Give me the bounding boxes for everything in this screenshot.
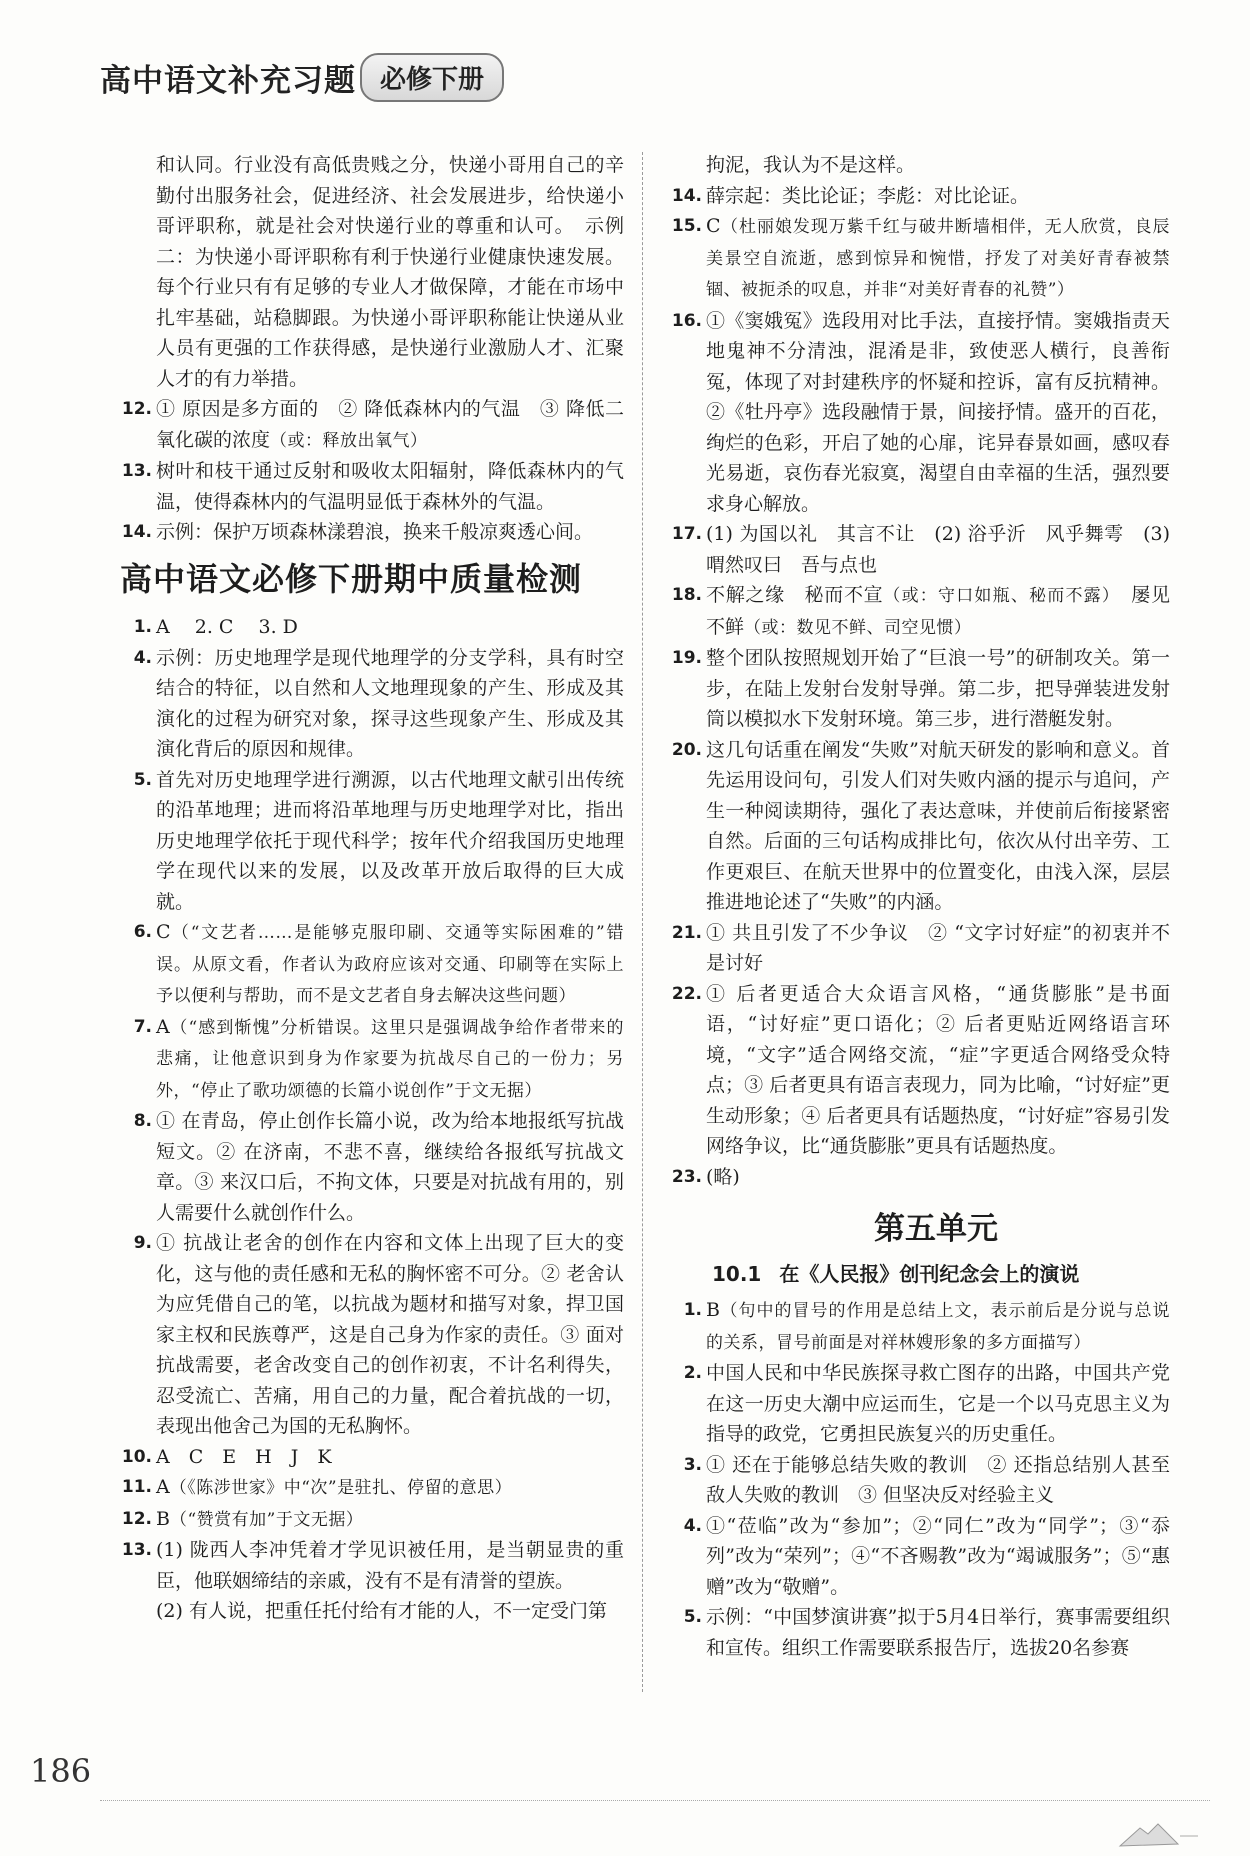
item-answer: 示例：历史地理学是现代地理学的分支学科，具有时空结合的特征，以自然和人文地理现象的产生、形成及其演化的过程为研究对象，探寻这些现象产生、形成及其演化背后的原因和规律。 bbox=[156, 646, 624, 760]
answer-tail: (2) 有人说，把重任托付给有才能的人，不一定受门第 bbox=[156, 1600, 607, 1622]
item-text bbox=[156, 1535, 624, 1596]
answer-item bbox=[112, 1228, 624, 1442]
answer-item bbox=[662, 1295, 1170, 1358]
item-answer: A 2. C 3. D bbox=[156, 616, 298, 638]
item-text bbox=[706, 1602, 1170, 1663]
answer-item bbox=[662, 1511, 1170, 1603]
item-answer: (1) 为国以礼 其言不让 (2) 浴乎沂 风乎舞雩 (3) 喟然叹曰 吾与点也 bbox=[706, 523, 1170, 576]
lesson-number: 10.1 bbox=[712, 1261, 762, 1286]
item-text bbox=[706, 918, 1170, 979]
answer-item bbox=[112, 456, 624, 517]
item-answer: ①“莅临”改为“参加”；②“同仁”改为“同学”；③“忝列”改为“荣列”；④“不吝赐教”改为“竭诚服务”；⑤“惠赠”改为“敬赠”。 bbox=[706, 1514, 1170, 1598]
item-number: 5. bbox=[133, 769, 152, 790]
item-answer: (略) bbox=[706, 1165, 740, 1188]
item-number: 17. bbox=[671, 524, 702, 544]
item-number: 20. bbox=[671, 739, 702, 760]
item-number: 14. bbox=[671, 185, 702, 206]
item-text bbox=[706, 979, 1170, 1162]
answer-continuation: 拘泥，我认为不是这样。 bbox=[706, 154, 916, 176]
item-number: 13. bbox=[121, 1540, 152, 1560]
item-text bbox=[156, 1472, 624, 1504]
page-number: 186 bbox=[30, 1752, 92, 1790]
item-note: （杜丽娘发现万紫千红与破井断墙相伴，无人欣赏，良辰美景空自流逝，感到惊异和惋惜，抒发了对美好青春被禁锢、被扼杀的叹息，并非“对美好青春的礼赞”） bbox=[706, 217, 1170, 300]
item-answer: 中国人民和中华民族探寻救亡图存的出路，中国共产党在这一历史大潮中应运而生，它是一个以马克思主义为指导的政党，它勇担民族复兴的历史重任。 bbox=[706, 1362, 1170, 1445]
item-number: 1. bbox=[133, 617, 152, 637]
item-answer: ① 还在于能够总结失败的教训 ② 还指总结别人甚至敌人失败的教训 ③ 但坚决反对经验主义 bbox=[706, 1453, 1170, 1506]
item-text bbox=[706, 181, 1170, 212]
item-number: 7. bbox=[133, 1016, 152, 1037]
section-title: 高中语文必修下册期中质量检测 bbox=[120, 559, 583, 598]
item-answer: 屡见不鲜 bbox=[706, 584, 1170, 638]
item-text bbox=[156, 1228, 624, 1442]
item-note: （或：守口如瓶、秘而不露） bbox=[883, 586, 1112, 606]
item-answer: 树叶和枝干通过反射和吸收太阳辐射，降低森林内的气温，使得森林内的气温明显低于森林外的气温。 bbox=[156, 460, 624, 513]
item-text bbox=[156, 517, 624, 548]
item-text bbox=[706, 1295, 1170, 1358]
item-answer: 这几句话重在阐发“失败”对航天研发的影响和意义。首先运用设问句，引发人们对失败内涵的提示与追问，产生一种阅读期待，强化了表达意味，并使前后衔接紧密自然。后面的三句话构成排比句，依次从付出辛劳、工作更艰巨、在航天世界中的位置变化，由浅入深，层层推进地论述了“失败”的内涵。 bbox=[706, 738, 1170, 913]
left-column bbox=[112, 150, 624, 1627]
item-answer: ① 原因是多方面的 ② 降低森林内的气温 ③ 降低二氧化碳的浓度 bbox=[156, 398, 624, 451]
item-note: （或：数见不鲜、司空见惯） bbox=[744, 617, 972, 638]
answer-item bbox=[662, 1450, 1170, 1511]
item-number: 4. bbox=[133, 647, 152, 668]
item-text bbox=[706, 643, 1170, 735]
column-divider bbox=[642, 152, 643, 1692]
item-number: 11. bbox=[121, 1477, 152, 1497]
answer-item bbox=[662, 1602, 1170, 1663]
item-answer: 不解之缘 秘而不宣 bbox=[706, 584, 884, 606]
answer-item bbox=[662, 1358, 1170, 1450]
volume-badge: 必修下册 bbox=[360, 53, 504, 102]
item-answer: A bbox=[156, 1015, 170, 1038]
book-title: 高中语文补充习题 bbox=[100, 62, 356, 99]
answer-item bbox=[662, 519, 1170, 580]
item-text bbox=[156, 1442, 624, 1473]
item-text bbox=[706, 735, 1170, 918]
answer-item bbox=[112, 394, 624, 456]
item-number: 21. bbox=[671, 922, 702, 943]
item-number: 13. bbox=[121, 461, 152, 481]
answer-item bbox=[112, 1472, 624, 1504]
item-answer: ① 后者更适合大众语言风格，“通货膨胀”是书面语，“讨好症”更口语化；② 后者更贴近网络语言环境，“文字”适合网络交流，“症”字更适合网络受众特点；③ 后者更具有语言表现力，同为比喻，“讨好症”更生动形象；④ 后者更具有话题热度，“讨好症”容易引发网络争议，比“通货膨胀”更具有话题热度。 bbox=[706, 982, 1170, 1157]
item-text bbox=[156, 612, 624, 643]
item-answer: A C E H J K bbox=[156, 1445, 332, 1468]
answer-item bbox=[662, 181, 1170, 212]
item-answer: B bbox=[706, 1299, 720, 1321]
item-note: （句中的冒号的作用是总结上文，表示前后是分说与总说的关系，冒号前面是对祥林嫂形象的多方面描写） bbox=[706, 1301, 1170, 1353]
item-answer: 示例：保护万顷森林漾碧浪，换来千般凉爽透心间。 bbox=[156, 521, 594, 543]
item-text bbox=[706, 306, 1170, 520]
item-note: （或：释放出氧气） bbox=[270, 430, 428, 451]
answer-item bbox=[662, 211, 1170, 306]
answer-item bbox=[112, 1442, 624, 1473]
item-answer: 薛宗起：类比论证；李彪：对比论证。 bbox=[706, 184, 1030, 207]
item-number: 5. bbox=[683, 1607, 702, 1627]
item-number: 18. bbox=[671, 585, 702, 605]
item-note: （“赞赏有加”于文无据） bbox=[169, 1509, 364, 1530]
answer-item bbox=[662, 918, 1170, 979]
item-text bbox=[156, 917, 624, 1012]
item-number: 4. bbox=[683, 1515, 702, 1536]
item-number: 12. bbox=[121, 1508, 152, 1529]
item-text bbox=[156, 1504, 624, 1536]
item-answer: A bbox=[156, 1476, 170, 1498]
item-text bbox=[156, 394, 624, 456]
item-text bbox=[706, 1162, 1170, 1193]
item-number: 9. bbox=[133, 1233, 152, 1253]
item-answer: (1) 陇西人李冲凭着才学见识被任用，是当朝显贵的重臣，他联姻缔结的亲戚，没有不是有清誉的望族。 bbox=[156, 1539, 624, 1592]
item-number: 2. bbox=[683, 1363, 702, 1383]
item-number: 12. bbox=[121, 399, 152, 419]
answer-item bbox=[112, 517, 624, 548]
answer-item bbox=[662, 979, 1170, 1162]
answer-item bbox=[662, 306, 1170, 520]
item-answer: 首先对历史地理学进行溯源，以古代地理文献引出传统的沿革地理；进而将沿革地理与历史地理学对比，指出历史地理学依托于现代科学；按年代介绍我国历史地理学在现代以来的发展，以及改革开放后取得的巨大成就。 bbox=[156, 768, 624, 913]
item-number: 16. bbox=[671, 310, 702, 331]
answer-item bbox=[112, 1504, 624, 1536]
answer-list-b bbox=[662, 1295, 1170, 1663]
item-number: 6. bbox=[133, 922, 152, 942]
item-number: 22. bbox=[671, 983, 702, 1004]
answer-item bbox=[662, 580, 1170, 643]
item-answer: ①《窦娥冤》选段用对比手法，直接抒情。窦娥指责天地鬼神不分清浊，混淆是非，致使恶人横行，良善衔冤，体现了对封建秩序的怀疑和控诉，富有反抗精神。②《牡丹亭》选段融情于景，间接抒情。盛开的百花，绚烂的色彩，开启了她的心扉，诧异春景如画，感叹春光易逝，哀伤春光寂寞，渴望自由幸福的生活，强烈要求身心解放。 bbox=[706, 309, 1170, 515]
item-answer: ① 在青岛，停止创作长篇小说，改为给本地报纸写抗战短文。② 在济南，不悲不喜，继续给各报纸写抗战文章。③ 来汉口后，不拘文体，只要是对抗战有用的，别人需要什么就创作什么。 bbox=[156, 1110, 624, 1224]
answer-list-a bbox=[662, 181, 1170, 1193]
item-text bbox=[156, 765, 624, 918]
item-answer: ① 抗战让老舍的创作在内容和文体上出现了巨大的变化，这与他的责任感和无私的胸怀密不可分。② 老舍认为应凭借自己的笔，以抗战为题材和描写对象，捍卫国家主权和民族尊严，这是自己身为作家的责任。③ 面对抗战需要，老舍改变自己的创作初衷，不计名利得失，忍受流亡、苦痛，用自己的力量，配合着抗战的一切，表现出他舍己为国的无私胸怀。 bbox=[156, 1232, 624, 1437]
item-answer: 示例：“中国梦演讲赛”拟于5月4日举行，赛事需要组织和宣传。组织工作需要联系报告厅，选拔20名参赛 bbox=[706, 1606, 1170, 1659]
item-number: 1. bbox=[683, 1300, 702, 1320]
answer-item bbox=[112, 1106, 624, 1228]
answer-item bbox=[112, 612, 624, 643]
item-text bbox=[706, 1450, 1170, 1511]
item-answer: 整个团队按照规划开始了“巨浪一号”的研制攻关。第一步，在陆上发射台发射导弹。第二步，把导弹装进发射筒以模拟水下发射环境。第三步，进行潜艇发射。 bbox=[706, 647, 1170, 730]
item-note: （“感到惭愧”分析错误。这里只是强调战争给作者带来的悲痛，让他意识到身为作家要为抗战尽自己的一份力；另外，“停止了歌功颂德的长篇小说创作”于文无据） bbox=[156, 1017, 624, 1101]
item-number: 3. bbox=[683, 1454, 702, 1475]
item-number: 19. bbox=[671, 648, 702, 668]
item-text bbox=[706, 1511, 1170, 1603]
page-header bbox=[100, 56, 504, 98]
item-text bbox=[156, 643, 624, 765]
item-text bbox=[706, 211, 1170, 306]
answer-item bbox=[662, 643, 1170, 735]
answer-item bbox=[112, 1535, 624, 1596]
item-text bbox=[706, 519, 1170, 580]
answer-continuation: 和认同。行业没有高低贵贱之分，快递小哥用自己的辛勤付出服务社会，促进经济、社会发展进步，给快递小哥评职称，就是社会对快递行业的尊重和认可。 示例二：为快递小哥评职称有利于快递行业健康快速发展。每个行业只有有足够的专业人才做保障，才能在市场中扎牢基础，站稳脚跟。为快递小哥评职称能让快递从业人员有更强的工作获得感，是快递行业激励人才、汇聚人才的有力举措。 bbox=[156, 154, 624, 390]
item-answer: B bbox=[156, 1507, 170, 1530]
answer-list-b bbox=[112, 612, 624, 1596]
answer-item bbox=[112, 765, 624, 918]
item-note: （《陈涉世家》中“次”是驻扎、停留的意思） bbox=[169, 1478, 513, 1498]
lesson-title bbox=[712, 1259, 1170, 1290]
answer-item bbox=[662, 735, 1170, 918]
item-text bbox=[156, 1012, 624, 1107]
item-text bbox=[156, 456, 624, 517]
item-answer: ① 共且引发了不少争议 ② “文字讨好症”的初衷并不是讨好 bbox=[706, 921, 1170, 974]
item-number: 14. bbox=[121, 522, 152, 542]
item-number: 15. bbox=[671, 216, 702, 236]
lesson-name: 在《人民报》创刊纪念会上的演说 bbox=[779, 1261, 1080, 1286]
item-number: 10. bbox=[121, 1446, 152, 1467]
answer-item bbox=[112, 917, 624, 1012]
mountain-decoration-icon bbox=[1118, 1818, 1204, 1848]
item-number: 8. bbox=[133, 1111, 152, 1131]
item-answer: C bbox=[156, 921, 171, 943]
item-answer: C bbox=[706, 215, 721, 237]
footer-rule bbox=[100, 1800, 1210, 1801]
right-column bbox=[662, 150, 1170, 1663]
answer-item bbox=[662, 1162, 1170, 1193]
item-text bbox=[156, 1106, 624, 1228]
answer-list-a bbox=[112, 394, 624, 548]
item-text bbox=[706, 1358, 1170, 1450]
answer-item bbox=[112, 1012, 624, 1107]
answer-item bbox=[112, 643, 624, 765]
item-note: （“文艺者……是能够克服印刷、交通等实际困难的”错误。从原文看，作者认为政府应该对交通、印刷等在实际上予以便利与帮助，而不是文艺者自身去解决这些问题） bbox=[156, 923, 624, 1006]
item-text bbox=[706, 580, 1170, 643]
item-number: 23. bbox=[671, 1166, 702, 1187]
unit-title: 第五单元 bbox=[874, 1211, 998, 1247]
